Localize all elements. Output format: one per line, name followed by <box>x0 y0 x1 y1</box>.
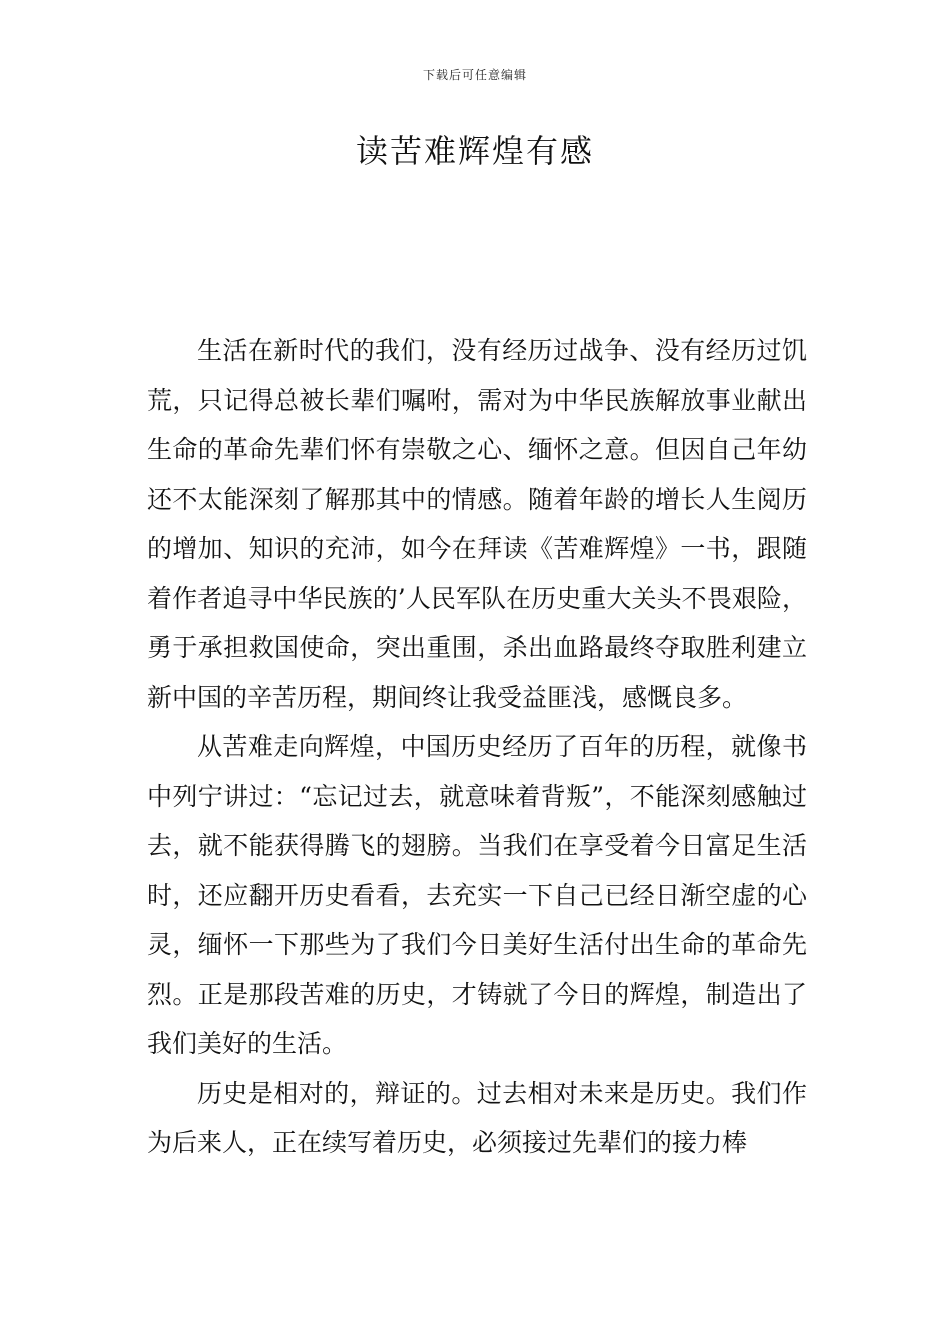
document-body <box>147 326 807 1168</box>
document-title: 读苦难辉煌有感 <box>355 132 594 170</box>
paragraph-3: 历史是相对的，辩证的。过去相对未来是历史。我们作为后来人，正在续写着历史，必须接过先辈们的接力棒 <box>147 1078 807 1157</box>
page-header-note: 下载后可任意编辑 <box>422 68 527 82</box>
paragraph-1: 生活在新时代的我们，没有经历过战争、没有经历过饥荒，只记得总被长辈们嘱咐，需对为中华民族解放事业献出生命的革命先辈们怀有崇敬之心、缅怀之意。但因自己年幼还不太能深刻了解那其中的情感。随着年龄的增长人生阅历的增加、知识的充沛，如今在拜读《苦难辉煌》一书，跟随着作者追寻中华民族的’人民军队在历史重大关头不畏艰险，勇于承担救国使命，突出重围，杀出血路最终夺取胜利建立新中国的辛苦历程，期间终让我受益匪浅，感慨良多。 <box>147 336 807 712</box>
paragraph-2: 从苦难走向辉煌，中国历史经历了百年的历程，就像书中列宁讲过：“忘记过去，就意味着背叛”，不能深刻感触过去，就不能获得腾飞的翅膀。当我们在享受着今日富足生活时，还应翻开历史看看，去充实一下自己已经日渐空虚的心灵，缅怀一下那些为了我们今日美好生活付出生命的革命先烈。正是那段苦难的历史，才铸就了今日的辉煌，制造出了我们美好的生活。 <box>147 732 807 1058</box>
